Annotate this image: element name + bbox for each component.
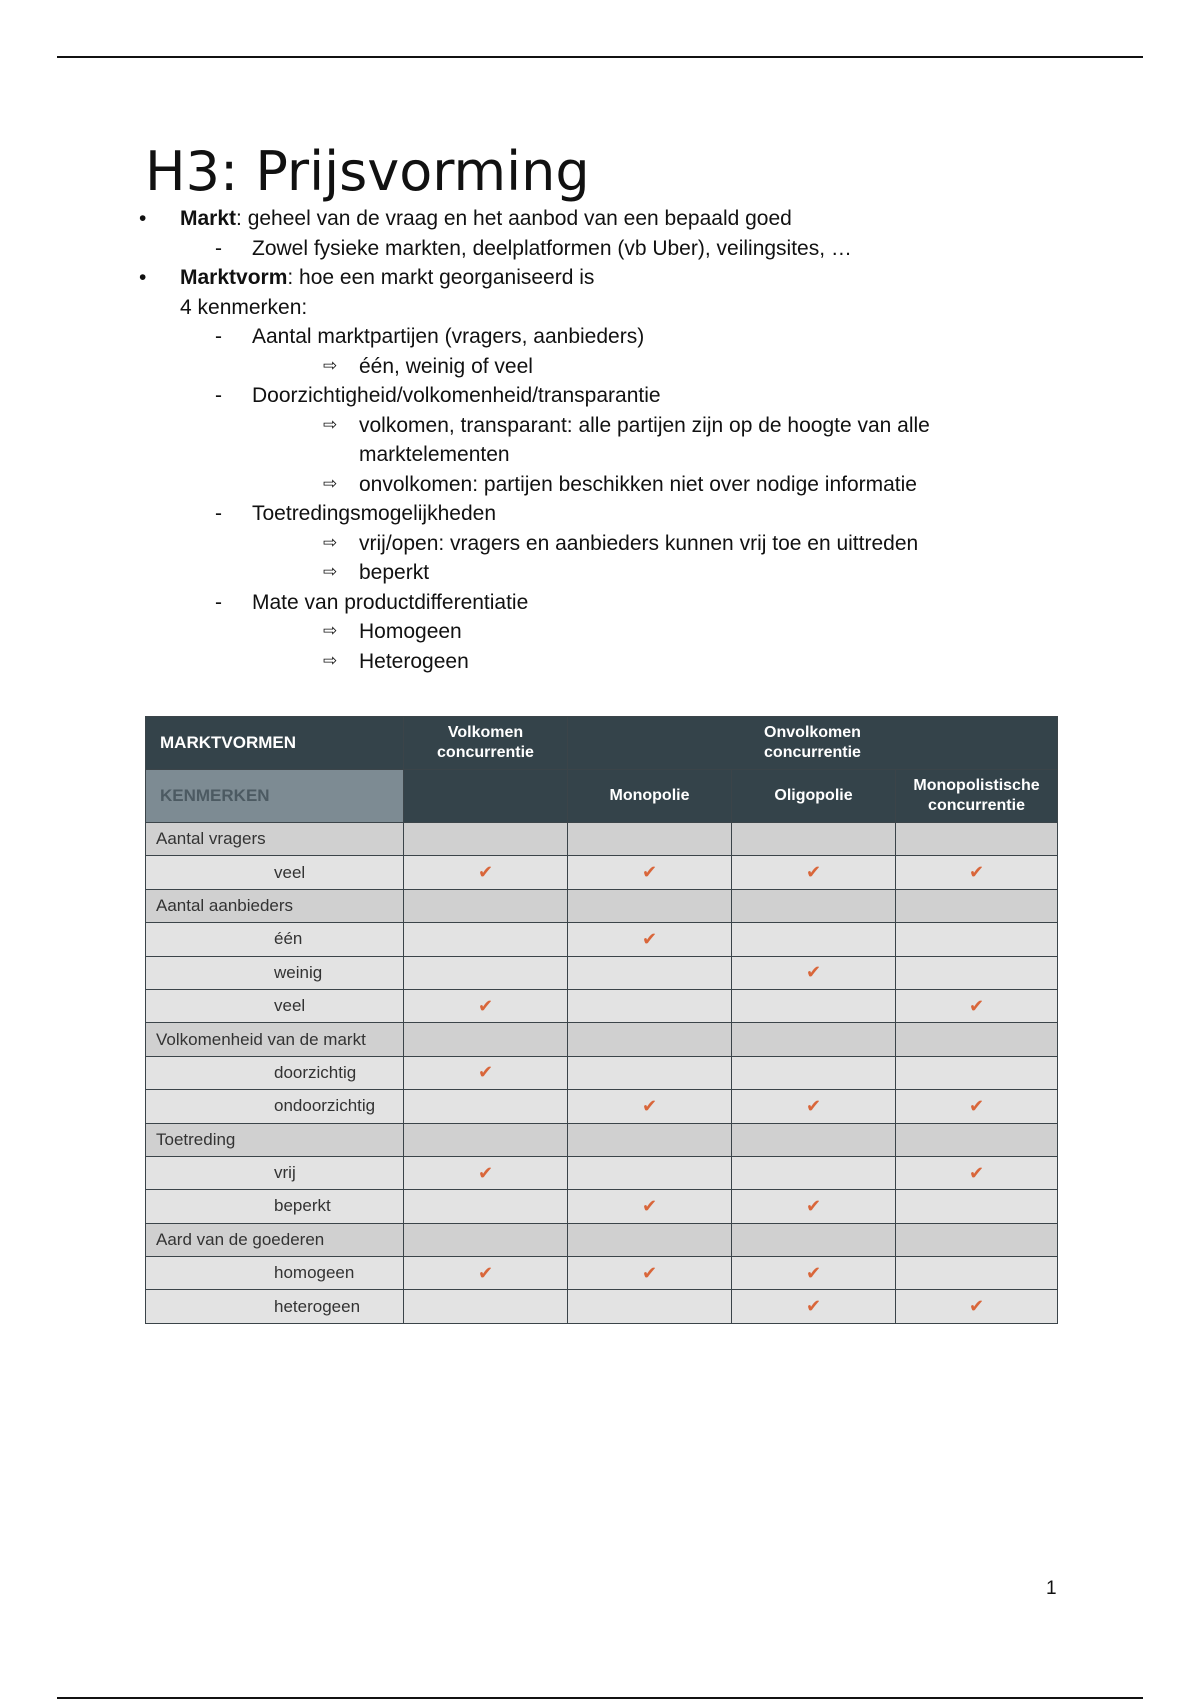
dash-glyph: -: [215, 502, 222, 525]
kenmerk-item: [145, 322, 1065, 352]
kenmerk-subitem-text: vrij/open: vragers en aanbieders kunnen vrij toe en uittreden: [359, 531, 919, 555]
table-group-row: [146, 823, 1058, 856]
header-rule: [57, 56, 1143, 58]
header-volkomen: Volkomen concurrentie: [404, 717, 568, 770]
kenmerk-item: [145, 588, 1065, 618]
empty-cell: [896, 823, 1058, 856]
row-label: ondoorzichtig: [146, 1090, 404, 1123]
row-label: veel: [146, 856, 404, 889]
arrow-icon: ⇨: [323, 532, 338, 553]
table-group-row: [146, 889, 1058, 922]
empty-cell: [568, 889, 732, 922]
empty-cell: [568, 1023, 732, 1056]
table-row: [146, 989, 1058, 1022]
empty-cell: [404, 1290, 568, 1323]
table-row: [146, 1156, 1058, 1189]
arrow-icon: ⇨: [323, 562, 338, 582]
kenmerk-subitem: [145, 529, 1065, 559]
kenmerk-item: [145, 381, 1065, 411]
header-onvolkomen: [568, 717, 1058, 770]
empty-cell: [404, 923, 568, 956]
row-label: één: [146, 923, 404, 956]
bullet-marktvorm: [139, 263, 1065, 293]
empty-cell: [732, 1156, 896, 1189]
empty-cell: [568, 1123, 732, 1156]
kenmerk-subitem: [145, 411, 1065, 470]
kenmerk-subitem-text: Heterogeen: [359, 649, 469, 673]
empty-cell: [404, 1090, 568, 1123]
row-label: doorzichtig: [146, 1056, 404, 1089]
checkmark-icon: ✔: [896, 1090, 1058, 1123]
kenmerk-subitem: [145, 617, 1065, 647]
kenmerken-list: [145, 322, 1065, 676]
marktvormen-table-wrap: [145, 716, 1057, 1324]
arrow-icon: ⇨: [323, 355, 338, 376]
table-row: [146, 1290, 1058, 1323]
kenmerk-subitem: [145, 558, 1065, 588]
term-markt: Markt: [180, 207, 237, 230]
empty-cell: [896, 1190, 1058, 1223]
empty-cell: [732, 1123, 896, 1156]
group-label: Aantal aanbieders: [146, 889, 404, 922]
definition-marktvorm: : hoe een markt georganiseerd is: [287, 266, 595, 289]
kenmerk-subitem: [145, 352, 1065, 382]
checkmark-icon: ✔: [732, 956, 896, 989]
empty-cell: [568, 1056, 732, 1089]
checkmark-icon: ✔: [732, 856, 896, 889]
arrow-icon: ⇨: [323, 473, 338, 494]
table-row: [146, 1257, 1058, 1290]
term-marktvorm: Marktvorm: [180, 266, 288, 289]
checkmark-icon: ✔: [568, 923, 732, 956]
checkmark-icon: ✔: [568, 1190, 732, 1223]
row-label: homogeen: [146, 1257, 404, 1290]
definition-markt: : geheel van de vraag en het aanbod van een bepaald goed: [236, 207, 792, 230]
table-body: [146, 823, 1058, 1324]
dash-glyph: -: [215, 325, 222, 348]
empty-cell: [404, 1223, 568, 1256]
kenmerk-subitem-text: één, weinig of veel: [359, 354, 533, 378]
kenmerk-item: [145, 499, 1065, 529]
table-row: [146, 1190, 1058, 1223]
checkmark-icon: ✔: [896, 1290, 1058, 1323]
row-label: weinig: [146, 956, 404, 989]
header-kenmerken: KENMERKEN: [146, 770, 404, 823]
empty-cell: [732, 889, 896, 922]
table-header-row: [146, 717, 1058, 770]
checkmark-icon: ✔: [732, 1257, 896, 1290]
table-subheader-row: [146, 770, 1058, 823]
checkmark-icon: ✔: [404, 1257, 568, 1290]
arrow-icon: ⇨: [323, 650, 338, 671]
header-onvolkomen-text: Onvolkomen concurrentie: [764, 724, 861, 761]
kenmerk-subitem: [145, 647, 1065, 677]
marktvormen-table: [145, 716, 1058, 1324]
row-label: veel: [146, 989, 404, 1022]
empty-cell: [404, 1023, 568, 1056]
table-group-row: [146, 1123, 1058, 1156]
row-label: heterogeen: [146, 1290, 404, 1323]
empty-cell: [568, 1223, 732, 1256]
empty-cell: [896, 1257, 1058, 1290]
table-group-row: [146, 1023, 1058, 1056]
bullet-glyph: •: [139, 266, 147, 289]
table-group-row: [146, 1223, 1058, 1256]
empty-cell: [568, 989, 732, 1022]
kenmerk-label: Aantal marktpartijen (vragers, aanbieders): [252, 325, 645, 348]
checkmark-icon: ✔: [732, 1190, 896, 1223]
row-label: vrij: [146, 1156, 404, 1189]
dash-glyph: -: [215, 590, 222, 614]
empty-cell: [404, 1123, 568, 1156]
kenmerken-intro: 4 kenmerken:: [180, 295, 308, 319]
checkmark-icon: ✔: [404, 989, 568, 1022]
document-body: [139, 140, 1065, 676]
header-monopolie: Monopolie: [568, 770, 732, 823]
empty-cell: [404, 823, 568, 856]
kenmerk-subitem-text: beperkt: [359, 561, 430, 584]
kenmerk-label: Toetredingsmogelijkheden: [252, 502, 496, 525]
empty-cell: [404, 956, 568, 989]
header-oligopolie: Oligopolie: [732, 770, 896, 823]
checkmark-icon: ✔: [896, 856, 1058, 889]
checkmark-icon: ✔: [404, 856, 568, 889]
empty-cell: [896, 923, 1058, 956]
empty-cell: [732, 1056, 896, 1089]
empty-cell: [568, 823, 732, 856]
arrow-icon: ⇨: [323, 414, 338, 435]
kenmerk-label: Doorzichtigheid/volkomenheid/transparantie: [252, 384, 661, 407]
empty-cell: [896, 1056, 1058, 1089]
header-monopolistische: Monopolistische concurrentie: [896, 770, 1058, 823]
group-label: Volkomenheid van de markt: [146, 1023, 404, 1056]
header-empty: [404, 770, 568, 823]
empty-cell: [896, 1223, 1058, 1256]
empty-cell: [896, 889, 1058, 922]
empty-cell: [568, 956, 732, 989]
empty-cell: [896, 1023, 1058, 1056]
empty-cell: [732, 923, 896, 956]
arrow-icon: ⇨: [323, 621, 338, 641]
checkmark-icon: ✔: [732, 1290, 896, 1323]
page-title: H3: Prijsvorming: [145, 140, 590, 203]
checkmark-icon: ✔: [732, 1090, 896, 1123]
table-row: [146, 1090, 1058, 1123]
kenmerk-subitem: [145, 470, 1065, 500]
kenmerk-subitem-text: volkomen, transparant: alle partijen zijn op de hoogte van alle marktelementen: [359, 413, 930, 466]
markt-example-text: Zowel fysieke markten, deelplatformen (vb Uber), veilingsites, …: [252, 236, 852, 260]
footer-rule: [57, 1697, 1143, 1699]
table-row: [146, 923, 1058, 956]
empty-cell: [404, 1190, 568, 1223]
bullet-glyph: •: [139, 207, 147, 230]
dash-glyph: -: [215, 384, 222, 407]
group-label: Toetreding: [146, 1123, 404, 1156]
kenmerk-subitem-text: Homogeen: [359, 620, 462, 643]
table-row: [146, 856, 1058, 889]
row-label: beperkt: [146, 1190, 404, 1223]
group-label: Aantal vragers: [146, 823, 404, 856]
empty-cell: [896, 1123, 1058, 1156]
checkmark-icon: ✔: [568, 1257, 732, 1290]
empty-cell: [568, 1156, 732, 1189]
table-row: [146, 956, 1058, 989]
empty-cell: [732, 823, 896, 856]
checkmark-icon: ✔: [896, 989, 1058, 1022]
sub-markt-example: [145, 234, 1065, 264]
empty-cell: [732, 1023, 896, 1056]
empty-cell: [568, 1290, 732, 1323]
kenmerk-subitem-text: onvolkomen: partijen beschikken niet over nodige informatie: [359, 472, 917, 496]
table-row: [146, 1056, 1058, 1089]
checkmark-icon: ✔: [568, 1090, 732, 1123]
empty-cell: [732, 989, 896, 1022]
group-label: Aard van de goederen: [146, 1223, 404, 1256]
empty-cell: [896, 956, 1058, 989]
checkmark-icon: ✔: [404, 1156, 568, 1189]
page-number: 1: [1046, 1578, 1057, 1599]
checkmark-icon: ✔: [404, 1056, 568, 1089]
checkmark-icon: ✔: [568, 856, 732, 889]
empty-cell: [404, 889, 568, 922]
header-marktvormen: MARKTVORMEN: [146, 717, 404, 770]
bullet-markt: [139, 204, 1065, 234]
empty-cell: [732, 1223, 896, 1256]
checkmark-icon: ✔: [896, 1156, 1058, 1189]
dash-glyph: -: [215, 236, 222, 260]
kenmerk-label: Mate van productdifferentiatie: [252, 590, 529, 614]
